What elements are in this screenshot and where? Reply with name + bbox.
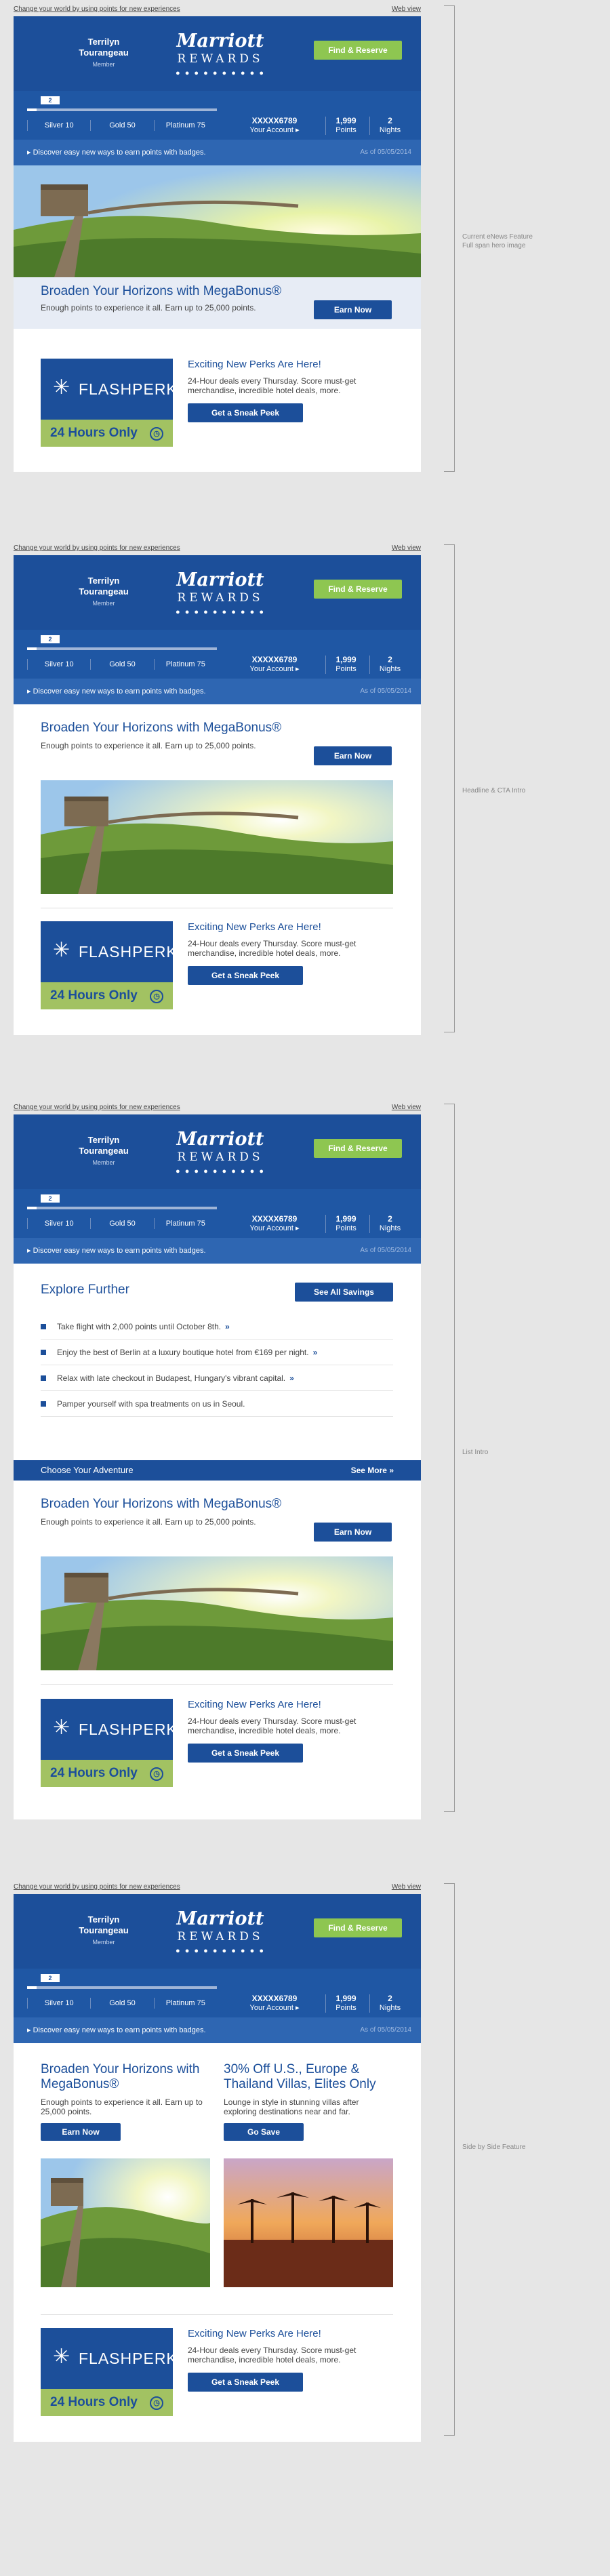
badges-strip[interactable]: [14, 2017, 421, 2043]
change-world-link[interactable]: Change your world by using points for new experiences: [14, 544, 180, 552]
earn-now-button[interactable]: Earn Now: [41, 2123, 121, 2141]
nights-label: Nights: [379, 1224, 401, 1232]
flashperks-section: [14, 1685, 421, 1813]
account-number: XXXXX6789: [251, 655, 298, 664]
flashperks-hours: 24 Hours Only: [50, 426, 138, 440]
flashperks-hours: 24 Hours Only: [50, 1766, 138, 1780]
member-tier: Member: [92, 1159, 115, 1166]
megabonus-section: [14, 704, 421, 908]
flashperks-title: Exciting New Perks Are Here!: [188, 359, 321, 370]
change-world-link[interactable]: Change your world by using points for new experiences: [14, 1883, 180, 1891]
discover-link[interactable]: ▸ Discover easy new ways to earn points with badges.: [27, 687, 206, 696]
flashperks-title: Exciting New Perks Are Here!: [188, 1699, 321, 1710]
account-block[interactable]: [244, 1994, 305, 2013]
web-view-link[interactable]: Web view: [391, 1104, 421, 1111]
member-name: Terrilyn Tourangeau: [79, 576, 129, 597]
flashperks-star-icon: ✳: [53, 376, 70, 399]
points-stat: [325, 1994, 366, 2013]
badges-strip[interactable]: [14, 140, 421, 165]
account-number: XXXXX6789: [251, 116, 298, 125]
flashperks-banner[interactable]: [41, 359, 189, 447]
variant-list-intro: [0, 1104, 610, 1815]
marriott-rewards-logo[interactable]: [163, 1129, 278, 1175]
clock-icon: ◷: [150, 1767, 163, 1781]
logo-dots-icon: ● ● ● ● ● ● ● ● ● ●: [176, 608, 265, 616]
list-item-text: Enjoy the best of Berlin at a luxury boutique hotel from €169 per night.: [57, 1348, 309, 1357]
earn-now-button[interactable]: Earn Now: [314, 1523, 392, 1542]
chevron-right-icon: »: [225, 1322, 230, 1331]
discover-link[interactable]: ▸ Discover easy new ways to earn points with badges.: [27, 1247, 206, 1255]
nights-badge: 2: [41, 1974, 60, 1982]
logo-marriott: Marriott: [176, 569, 264, 590]
flashperks-body: 24-Hour deals every Thursday. Score must-get merchandise, incredible hotel deals, more.: [188, 1716, 357, 1735]
villas-body: Lounge in style in stunning villas after exploring destinations near and far.: [224, 2097, 359, 2116]
megabonus-body: Enough points to experience it all. Earn up to 25,000 points.: [41, 303, 256, 313]
bullet-icon: [41, 1324, 46, 1329]
sneak-peek-button[interactable]: Get a Sneak Peek: [188, 1744, 303, 1763]
account-link[interactable]: Your Account ▸: [249, 665, 300, 673]
list-item[interactable]: [41, 1391, 393, 1417]
tier-platinum: Platinum 75: [154, 1998, 217, 2009]
top-links: [14, 1104, 421, 1113]
points-value: 1,999: [336, 1214, 357, 1224]
annotation-bracket: [444, 544, 455, 1032]
web-view-link[interactable]: Web view: [391, 5, 421, 13]
great-wall-hero-image[interactable]: [14, 165, 421, 277]
megabonus-column: [41, 2062, 210, 2287]
nights-label: Nights: [379, 126, 401, 134]
points-label: Points: [336, 665, 357, 673]
badges-strip[interactable]: [14, 1238, 421, 1264]
sneak-peek-button[interactable]: Get a Sneak Peek: [188, 966, 303, 985]
flashperks-banner[interactable]: [41, 1699, 189, 1787]
flashperks-title: Exciting New Perks Are Here!: [188, 2328, 321, 2339]
logo-marriott: Marriott: [176, 31, 264, 52]
points-label: Points: [336, 126, 357, 134]
member-name: Terrilyn Tourangeau: [79, 1914, 129, 1935]
email-frame: [14, 1114, 421, 1819]
megabonus-title: Broaden Your Horizons with MegaBonus®: [41, 2062, 200, 2091]
flashperks-wordmark: FLASHPERKS: [79, 380, 189, 398]
rewards-header: [14, 16, 421, 165]
nights-stat: [369, 117, 410, 135]
tier-gold: Gold 50: [90, 1218, 153, 1229]
flashperks-body: 24-Hour deals every Thursday. Score must-get merchandise, incredible hotel deals, more.: [188, 2346, 357, 2364]
as-of-date: As of 05/05/2014: [360, 2026, 411, 2034]
as-of-date: As of 05/05/2014: [360, 687, 411, 695]
list-item[interactable]: [41, 1365, 393, 1391]
megabonus-title: Broaden Your Horizons with MegaBonus®: [41, 1497, 282, 1511]
tier-labels: [27, 1218, 217, 1229]
variant-headline-intro: [0, 544, 610, 1032]
tier-silver: Silver 10: [27, 120, 90, 131]
variant-side-by-side: [0, 1883, 610, 2439]
annotation-bracket: [444, 5, 455, 472]
annotation-bracket: [444, 1883, 455, 2436]
logo-marriott: Marriott: [176, 1908, 264, 1929]
find-reserve-button[interactable]: Find & Reserve: [314, 580, 402, 599]
tier-platinum: Platinum 75: [154, 659, 217, 670]
thailand-villa-image[interactable]: [224, 2158, 393, 2287]
rewards-header: [14, 555, 421, 704]
flashperks-hours: 24 Hours Only: [50, 2395, 138, 2409]
marriott-rewards-logo[interactable]: [163, 1909, 278, 1955]
account-link[interactable]: Your Account ▸: [249, 126, 300, 134]
flashperks-section: [14, 329, 421, 472]
points-stat: [325, 656, 366, 674]
nights-value: 2: [388, 116, 392, 125]
go-save-button[interactable]: Go Save: [224, 2123, 304, 2141]
nights-label: Nights: [379, 665, 401, 673]
logo-rewards: REWARDS: [177, 591, 264, 605]
progress-fill: [27, 1986, 37, 1989]
points-stat: [325, 117, 366, 135]
see-all-savings-button[interactable]: See All Savings: [295, 1283, 393, 1302]
account-number: XXXXX6789: [251, 1214, 298, 1224]
flashperks-star-icon: ✳: [53, 1716, 70, 1739]
adventure-label: Choose Your Adventure: [41, 1465, 134, 1475]
member-tier: Member: [92, 61, 115, 68]
tier-labels: [27, 659, 217, 670]
nights-label: Nights: [379, 2004, 401, 2012]
account-number: XXXXX6789: [251, 1994, 298, 2003]
great-wall-image[interactable]: [41, 780, 393, 894]
account-link[interactable]: Your Account ▸: [249, 2004, 300, 2012]
logo-dots-icon: ● ● ● ● ● ● ● ● ● ●: [176, 1167, 265, 1175]
earn-now-button[interactable]: Earn Now: [314, 746, 392, 765]
member-name: Terrilyn Tourangeau: [79, 37, 129, 58]
annotation-label: Headline & CTA Intro: [462, 787, 526, 794]
points-value: 1,999: [336, 655, 357, 664]
flashperks-star-icon: ✳: [53, 2346, 70, 2368]
logo-rewards: REWARDS: [177, 1150, 264, 1164]
nights-stat: [369, 1215, 410, 1233]
tier-silver: Silver 10: [27, 659, 90, 670]
top-links: [14, 5, 421, 15]
chevron-right-icon: »: [312, 1348, 318, 1357]
chevron-right-icon: »: [289, 1373, 294, 1383]
explore-section: [14, 1264, 421, 1460]
points-label: Points: [336, 2004, 357, 2012]
email-frame: [14, 1894, 421, 2442]
flashperks-star-icon: ✳: [53, 939, 70, 961]
list-item-text: Relax with late checkout in Budapest, Hungary's vibrant capital.: [57, 1373, 286, 1383]
megabonus-title: Broaden Your Horizons with MegaBonus®: [41, 284, 282, 298]
change-world-link[interactable]: Change your world by using points for new experiences: [14, 1104, 180, 1111]
logo-marriott: Marriott: [176, 1129, 264, 1150]
clock-icon: ◷: [150, 427, 163, 441]
earn-now-button[interactable]: Earn Now: [314, 300, 392, 319]
nights-value: 2: [388, 1994, 392, 2003]
list-item-text: Take flight with 2,000 points until October 8th.: [57, 1322, 222, 1331]
nights-stat: [369, 1994, 410, 2013]
flashperks-section: [14, 908, 421, 1035]
member-name: Terrilyn Tourangeau: [79, 1135, 129, 1156]
logo-rewards: REWARDS: [177, 52, 264, 66]
annotation-label: Side by Side Feature: [462, 2144, 526, 2151]
great-wall-image[interactable]: [41, 2158, 210, 2287]
side-by-side-section: [14, 2043, 421, 2314]
tier-platinum: Platinum 75: [154, 1218, 217, 1229]
clock-icon: ◷: [150, 990, 163, 1003]
tier-gold: Gold 50: [90, 1998, 153, 2009]
points-value: 1,999: [336, 116, 357, 125]
web-view-link[interactable]: Web view: [391, 544, 421, 552]
rewards-header: [14, 1114, 421, 1264]
logo-dots-icon: ● ● ● ● ● ● ● ● ● ●: [176, 69, 265, 77]
nights-badge: 2: [41, 635, 60, 643]
tier-labels: [27, 120, 217, 131]
rewards-header: [14, 1894, 421, 2043]
explore-title: Explore Further: [41, 1283, 129, 1297]
find-reserve-button[interactable]: Find & Reserve: [314, 1918, 402, 1937]
points-label: Points: [336, 1224, 357, 1232]
flashperks-wordmark: FLASHPERKS: [79, 2350, 189, 2367]
tier-gold: Gold 50: [90, 659, 153, 670]
find-reserve-button[interactable]: Find & Reserve: [314, 1139, 402, 1158]
flashperks-section: [14, 2314, 421, 2442]
change-world-link[interactable]: Change your world by using points for new experiences: [14, 5, 180, 13]
find-reserve-button[interactable]: Find & Reserve: [314, 41, 402, 60]
member-tier: Member: [92, 1939, 115, 1946]
flashperks-banner[interactable]: [41, 921, 189, 1009]
nights-value: 2: [388, 655, 392, 664]
see-more-link[interactable]: See More »: [350, 1466, 394, 1475]
annotation-label: Current eNews Feature Full span hero image: [462, 233, 533, 249]
as-of-date: As of 05/05/2014: [360, 1247, 411, 1254]
megabonus-section: [14, 277, 421, 329]
clock-icon: ◷: [150, 2396, 163, 2410]
tier-labels: [27, 1998, 217, 2009]
progress-fill: [27, 647, 37, 650]
list-item[interactable]: [41, 1314, 393, 1340]
email-frame: [14, 16, 421, 472]
nights-badge: 2: [41, 1194, 60, 1203]
progress-fill: [27, 1207, 37, 1209]
account-block[interactable]: [244, 656, 305, 674]
tier-silver: Silver 10: [27, 1218, 90, 1229]
great-wall-image[interactable]: [41, 1556, 393, 1670]
account-link[interactable]: Your Account ▸: [249, 1224, 300, 1232]
discover-link[interactable]: ▸ Discover easy new ways to earn points with badges.: [27, 148, 206, 157]
web-view-link[interactable]: Web view: [391, 1883, 421, 1891]
flashperks-title: Exciting New Perks Are Here!: [188, 921, 321, 933]
top-links: [14, 1883, 421, 1893]
logo-rewards: REWARDS: [177, 1930, 264, 1944]
progress-fill: [27, 108, 37, 111]
bullet-icon: [41, 1401, 46, 1407]
list-item-text: Pamper yourself with spa treatments on us in Seoul.: [57, 1399, 245, 1409]
annotation-label: List Intro: [462, 1449, 489, 1456]
bullet-icon: [41, 1375, 46, 1381]
annotation-bracket: [444, 1104, 455, 1812]
bullet-icon: [41, 1350, 46, 1355]
badges-strip[interactable]: [14, 679, 421, 704]
logo-dots-icon: ● ● ● ● ● ● ● ● ● ●: [176, 1947, 265, 1955]
as-of-date: As of 05/05/2014: [360, 148, 411, 156]
points-stat: [325, 1215, 366, 1233]
member-tier: Member: [92, 600, 115, 607]
marriott-rewards-logo[interactable]: [163, 31, 278, 77]
sneak-peek-button[interactable]: Get a Sneak Peek: [188, 2373, 303, 2392]
megabonus-body: Enough points to experience it all. Earn up to 25,000 points.: [41, 741, 256, 750]
flashperks-hours: 24 Hours Only: [50, 988, 138, 1003]
flashperks-body: 24-Hour deals every Thursday. Score must-get merchandise, incredible hotel deals, more.: [188, 939, 357, 958]
points-value: 1,999: [336, 1994, 357, 2003]
megabonus-section: [14, 1481, 421, 1684]
account-block[interactable]: [244, 1215, 305, 1233]
flashperks-banner[interactable]: [41, 2328, 189, 2416]
megabonus-body: Enough points to experience it all. Earn up to 25,000 points.: [41, 2097, 203, 2116]
account-block[interactable]: [244, 117, 305, 135]
choose-adventure-bar[interactable]: [14, 1460, 421, 1481]
nights-value: 2: [388, 1214, 392, 1224]
flashperks-wordmark: FLASHPERKS: [79, 1720, 189, 1738]
tier-gold: Gold 50: [90, 120, 153, 131]
megabonus-title: Broaden Your Horizons with MegaBonus®: [41, 721, 282, 735]
top-links: [14, 544, 421, 554]
discover-link[interactable]: ▸ Discover easy new ways to earn points with badges.: [27, 2026, 206, 2034]
section-divider: [41, 1684, 393, 1685]
flashperks-wordmark: FLASHPERKS: [79, 943, 189, 961]
sneak-peek-button[interactable]: Get a Sneak Peek: [188, 403, 303, 422]
list-item[interactable]: [41, 1340, 393, 1365]
flashperks-body: 24-Hour deals every Thursday. Score must-get merchandise, incredible hotel deals, more.: [188, 376, 357, 395]
megabonus-body: Enough points to experience it all. Earn up to 25,000 points.: [41, 1517, 256, 1527]
marriott-rewards-logo[interactable]: [163, 570, 278, 616]
tier-silver: Silver 10: [27, 1998, 90, 2009]
villas-title: 30% Off U.S., Europe & Thailand Villas, Elites Only: [224, 2062, 376, 2091]
nights-badge: 2: [41, 96, 60, 104]
explore-list: [41, 1314, 393, 1417]
tier-platinum: Platinum 75: [154, 120, 217, 131]
variant-current-enews: [0, 5, 610, 480]
email-frame: [14, 555, 421, 1035]
villas-column: [224, 2062, 393, 2287]
nights-stat: [369, 656, 410, 674]
